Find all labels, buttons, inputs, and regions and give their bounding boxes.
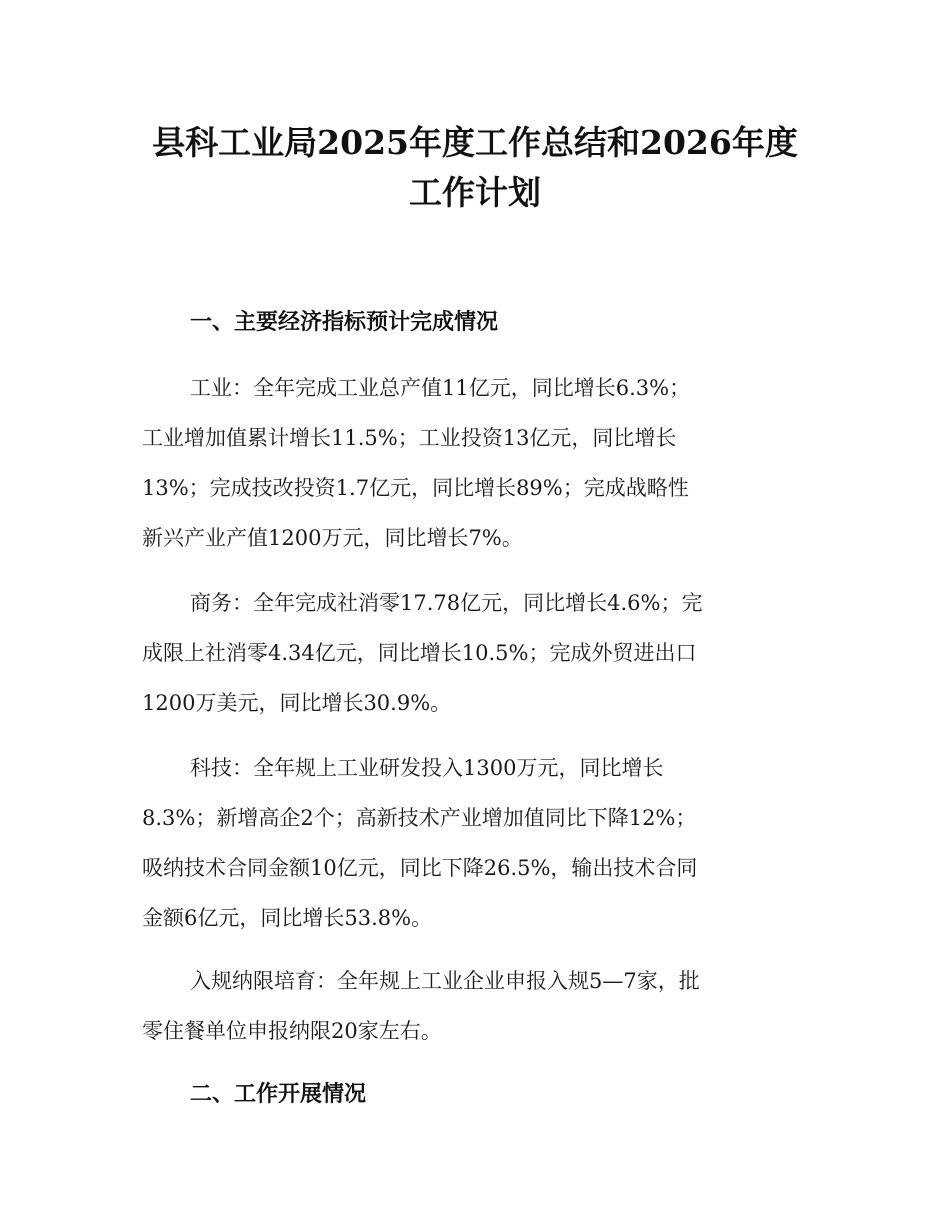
paragraph-commerce bbox=[142, 578, 802, 728]
paragraph-line: 新兴产业产值1200万元，同比增长7%。 bbox=[142, 526, 523, 550]
section-heading-2: 二、工作开展情况 bbox=[190, 1082, 367, 1107]
paragraph-line: 零住餐单位申报纳限20家左右。 bbox=[142, 1019, 442, 1043]
paragraph-line: 1200万美元，同比增长30.9%。 bbox=[142, 691, 452, 715]
paragraph-industry bbox=[142, 363, 802, 563]
paragraph-line: 工业增加值累计增长11.5%；工业投资13亿元，同比增长 bbox=[142, 426, 677, 450]
paragraph-enterprise-cultivation bbox=[142, 956, 802, 1056]
title-line: 工作计划 bbox=[409, 173, 541, 212]
paragraph-line: 入规纳限培育：全年规上工业企业申报入规5—7家，批 bbox=[190, 969, 700, 993]
paragraph-line: 成限上社消零4.34亿元，同比增长10.5%；完成外贸进出口 bbox=[142, 641, 697, 665]
paragraph-line: 13%；完成技改投资1.7亿元，同比增长89%；完成战略性 bbox=[142, 476, 689, 500]
paragraph-line: 8.3%；新增高企2个；高新技术产业增加值同比下降12%； bbox=[142, 806, 697, 830]
paragraph-line: 商务：全年完成社消零17.78亿元，同比增长4.6%；完 bbox=[190, 591, 703, 615]
paragraph-line: 科技：全年规上工业研发投入1300万元，同比增长 bbox=[190, 756, 664, 780]
title-line: 县科工业局2025年度工作总结和2026年度 bbox=[152, 123, 798, 162]
paragraph-technology bbox=[142, 743, 802, 943]
paragraph-line: 工业：全年完成工业总产值11亿元，同比增长6.3%； bbox=[190, 376, 691, 400]
document-title bbox=[100, 118, 850, 218]
section-heading-1: 一、主要经济指标预计完成情况 bbox=[190, 310, 499, 335]
paragraph-line: 吸纳技术合同金额10亿元，同比下降26.5%，输出技术合同 bbox=[142, 856, 698, 880]
paragraph-line: 金额6亿元，同比增长53.8%。 bbox=[142, 906, 433, 930]
